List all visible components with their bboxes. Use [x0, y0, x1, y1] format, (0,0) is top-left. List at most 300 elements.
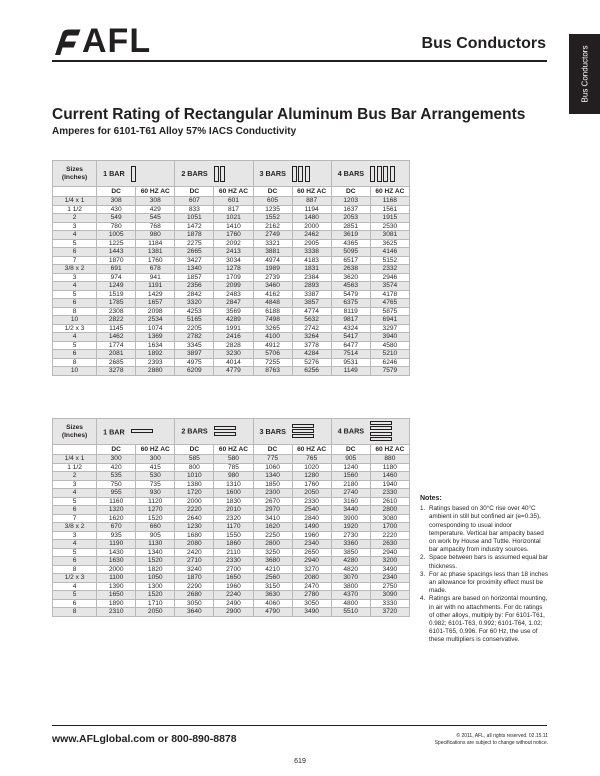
sub-header: DC	[175, 187, 214, 197]
ampacity-cell: 1520	[136, 557, 175, 566]
side-tab-label: Bus Conductors	[580, 45, 589, 103]
ampacity-cell: 1831	[292, 265, 331, 274]
ampacity-cell: 6256	[292, 367, 331, 376]
ampacity-cell: 2710	[175, 557, 214, 566]
group-label: 4 BARS	[337, 426, 365, 436]
ampacity-cell: 1443	[97, 248, 136, 257]
ampacity-cell: 420	[97, 463, 136, 472]
table-row	[53, 197, 410, 206]
ampacity-cell: 3881	[253, 248, 292, 257]
ampacity-cell: 308	[97, 197, 136, 206]
size-cell: 2	[53, 214, 97, 223]
ampacity-cell: 1381	[136, 248, 175, 257]
copyright-line: Specifications are subject to change without notice.	[434, 740, 548, 746]
group-1-bar	[97, 161, 175, 187]
ampacity-cell: 2880	[136, 367, 175, 376]
ampacity-cell: 6477	[331, 341, 370, 350]
sub-header-row	[53, 445, 410, 455]
ampacity-cell: 2610	[370, 497, 409, 506]
ampacity-cell: 1010	[175, 472, 214, 481]
ampacity-cell: 785	[214, 463, 253, 472]
ampacity-cell: 1100	[97, 574, 136, 583]
ampacity-cell: 1060	[253, 463, 292, 472]
ampacity-cell: 2250	[253, 531, 292, 540]
ampacity-cell: 1989	[253, 265, 292, 274]
ampacity-cell: 1340	[253, 472, 292, 481]
ampacity-cell: 3070	[331, 574, 370, 583]
table-row	[53, 489, 410, 498]
ampacity-cell: 1710	[136, 599, 175, 608]
ampacity-cell: 1774	[97, 341, 136, 350]
ampacity-cell: 429	[136, 205, 175, 214]
size-cell: 8	[53, 358, 97, 367]
size-cell: 5	[53, 290, 97, 299]
ampacity-cell: 2490	[214, 599, 253, 608]
ampacity-cell: 2730	[331, 531, 370, 540]
ampacity-cell: 980	[214, 472, 253, 481]
sub-header: DC	[331, 187, 370, 197]
ampacity-cell: 1892	[136, 350, 175, 359]
ampacity-cell: 1160	[97, 497, 136, 506]
ampacity-cell: 3330	[370, 599, 409, 608]
ampacity-cell: 4848	[253, 299, 292, 308]
one-horizontal-bar-icon	[131, 429, 153, 434]
ampacity-cell: 1310	[214, 480, 253, 489]
ampacity-cell: 2534	[136, 316, 175, 325]
ampacity-cell: 3410	[253, 514, 292, 523]
ampacity-cell: 1620	[253, 523, 292, 532]
ampacity-cell: 4563	[331, 282, 370, 291]
ampacity-cell: 1074	[136, 324, 175, 333]
ampacity-cell: 2413	[214, 248, 253, 257]
ampacity-cell: 1021	[214, 214, 253, 223]
ampacity-cell: 1191	[136, 282, 175, 291]
ampacity-cell: 6209	[175, 367, 214, 376]
size-cell: 6	[53, 248, 97, 257]
ampacity-cell: 3720	[370, 608, 409, 617]
ampacity-cell: 4289	[214, 316, 253, 325]
ampacity-cell: 4820	[331, 565, 370, 574]
ampacity-cell: 2840	[292, 514, 331, 523]
sub-header: 60 HZ AC	[136, 445, 175, 455]
ampacity-cell: 3387	[292, 290, 331, 299]
ampacity-cell: 880	[370, 455, 409, 464]
ampacity-cell: 3569	[214, 307, 253, 316]
table-row	[53, 231, 410, 240]
ampacity-cell: 1870	[175, 574, 214, 583]
ampacity-cell: 1130	[136, 540, 175, 549]
ampacity-cell: 2800	[253, 540, 292, 549]
ampacity-cell: 4284	[292, 350, 331, 359]
ampacity-cell: 1960	[214, 582, 253, 591]
ampacity-cell: 1960	[292, 531, 331, 540]
ampacity-cell: 5276	[292, 358, 331, 367]
ampacity-cell: 1180	[370, 463, 409, 472]
group-label: 1 BAR	[103, 168, 125, 178]
ampacity-cell: 2483	[214, 290, 253, 299]
ampacity-cell: 3200	[370, 557, 409, 566]
ampacity-cell: 607	[175, 197, 214, 206]
ampacity-cell: 1520	[136, 591, 175, 600]
ampacity-cell: 6517	[331, 256, 370, 265]
ampacity-cell: 678	[136, 265, 175, 274]
group-label: 3 BARS	[259, 168, 286, 178]
ampacity-cell: 1120	[136, 497, 175, 506]
ampacity-cell: 3080	[370, 514, 409, 523]
four-horizontal-bars-icon	[370, 421, 392, 442]
size-cell: 3	[53, 273, 97, 282]
ampacity-cell: 4580	[370, 341, 409, 350]
ampacity-cell: 1230	[175, 523, 214, 532]
ampacity-cell: 2700	[214, 565, 253, 574]
ampacity-cell: 670	[97, 523, 136, 532]
ampacity-cell: 2842	[175, 290, 214, 299]
copyright-line: © 2011, AFL, all rights reserved. 02.15.11	[456, 733, 548, 739]
ampacity-cell: 3270	[292, 565, 331, 574]
ampacity-cell: 1890	[97, 599, 136, 608]
table-row	[53, 455, 410, 464]
group-header-row	[53, 161, 410, 187]
ampacity-cell: 5706	[253, 350, 292, 359]
ampacity-cell: 1145	[97, 324, 136, 333]
ampacity-cell: 3460	[253, 282, 292, 291]
sub-header: DC	[253, 445, 292, 455]
ampacity-cell: 1340	[175, 265, 214, 274]
size-cell: 2	[53, 472, 97, 481]
table-row	[53, 480, 410, 489]
ampacity-cell: 5479	[331, 290, 370, 299]
ampacity-cell: 1860	[214, 540, 253, 549]
ampacity-cell: 3680	[253, 557, 292, 566]
ampacity-cell: 1190	[97, 540, 136, 549]
ampacity-cell: 4765	[370, 299, 409, 308]
ampacity-cell: 5510	[331, 608, 370, 617]
ampacity-cell: 2650	[292, 548, 331, 557]
ampacity-cell: 2275	[175, 239, 214, 248]
ampacity-cell: 415	[136, 463, 175, 472]
ampacity-cell: 3857	[292, 299, 331, 308]
size-cell: 5	[53, 497, 97, 506]
ampacity-cell: 1760	[292, 480, 331, 489]
table-row	[53, 316, 410, 325]
table-row	[53, 358, 410, 367]
ampacity-cell: 1203	[331, 197, 370, 206]
note-item	[420, 571, 548, 596]
ampacity-cell: 2320	[214, 514, 253, 523]
group-label: 2 BARS	[181, 426, 208, 436]
vertical-bars-table	[52, 160, 410, 376]
ampacity-cell: 930	[136, 489, 175, 498]
side-tab	[569, 34, 600, 114]
ampacity-cell: 4779	[214, 367, 253, 376]
ampacity-cell: 1340	[136, 548, 175, 557]
ampacity-cell: 1520	[136, 514, 175, 523]
table-row	[53, 463, 410, 472]
ampacity-cell: 545	[136, 214, 175, 223]
table-row	[53, 608, 410, 617]
ampacity-cell: 2750	[370, 582, 409, 591]
ampacity-cell: 1720	[175, 489, 214, 498]
ampacity-cell: 1460	[370, 472, 409, 481]
ampacity-cell: 3345	[175, 341, 214, 350]
sub-header: DC	[97, 445, 136, 455]
ampacity-cell: 2560	[253, 574, 292, 583]
ampacity-cell: 4774	[292, 307, 331, 316]
sub-header: 60 HZ AC	[214, 187, 253, 197]
ampacity-cell: 2540	[292, 506, 331, 515]
ampacity-cell: 2330	[214, 557, 253, 566]
ampacity-cell: 3090	[370, 591, 409, 600]
note-text: For ac phase spacings less than 18 inches an allowance for proximity effect must be made.	[429, 570, 549, 595]
group-label: 2 BARS	[181, 168, 208, 178]
ampacity-cell: 605	[253, 197, 292, 206]
ampacity-cell: 2205	[175, 324, 214, 333]
ampacity-cell: 2220	[370, 531, 409, 540]
header-divider	[52, 60, 547, 62]
notes-title: Notes:	[420, 495, 442, 502]
ampacity-cell: 1550	[214, 531, 253, 540]
table-row	[53, 540, 410, 549]
ampacity-cell: 4162	[253, 290, 292, 299]
size-cell: 6	[53, 299, 97, 308]
horizontal-bars-table	[52, 418, 410, 617]
ampacity-cell: 2470	[292, 582, 331, 591]
ampacity-cell: 7514	[331, 350, 370, 359]
ampacity-cell: 8119	[331, 307, 370, 316]
ampacity-cell: 1870	[97, 256, 136, 265]
ampacity-cell: 3620	[331, 273, 370, 282]
ampacity-cell: 1430	[97, 548, 136, 557]
ampacity-cell: 1480	[292, 214, 331, 223]
ampacity-cell: 1878	[175, 231, 214, 240]
ampacity-cell: 2180	[331, 480, 370, 489]
ampacity-cell: 1270	[136, 506, 175, 515]
ampacity-cell: 3338	[292, 248, 331, 257]
ampacity-cell: 2080	[175, 540, 214, 549]
size-cell: 3	[53, 531, 97, 540]
size-cell: 7	[53, 514, 97, 523]
ampacity-cell: 6246	[370, 358, 409, 367]
ampacity-cell: 1552	[253, 214, 292, 223]
ampacity-cell: 780	[97, 222, 136, 231]
ampacity-cell: 800	[175, 463, 214, 472]
ampacity-cell: 2946	[370, 273, 409, 282]
three-horizontal-bars-icon	[292, 424, 314, 440]
table-body	[53, 197, 410, 376]
ampacity-cell: 6941	[370, 316, 409, 325]
ampacity-cell: 1991	[214, 324, 253, 333]
note-number: 4.	[420, 595, 426, 603]
note-item	[420, 595, 548, 644]
table-row	[53, 565, 410, 574]
ampacity-cell: 1700	[370, 523, 409, 532]
table-row	[53, 290, 410, 299]
ampacity-cell: 1300	[136, 582, 175, 591]
ampacity-cell: 3640	[175, 608, 214, 617]
ampacity-cell: 2081	[97, 350, 136, 359]
ampacity-cell: 1634	[136, 341, 175, 350]
ampacity-cell: 3850	[331, 548, 370, 557]
group-1-bar	[97, 419, 175, 445]
three-vertical-bars-icon	[292, 166, 312, 182]
ampacity-cell: 1785	[97, 299, 136, 308]
ampacity-cell: 5210	[370, 350, 409, 359]
sub-header-blank	[53, 445, 97, 455]
afl-logo-mark-icon	[52, 26, 82, 60]
ampacity-cell: 1519	[97, 290, 136, 299]
ampacity-cell: 1050	[136, 574, 175, 583]
ampacity-cell: 817	[214, 205, 253, 214]
ampacity-cell: 1194	[292, 205, 331, 214]
ampacity-cell: 1760	[136, 256, 175, 265]
ampacity-cell: 3050	[175, 599, 214, 608]
ampacity-cell: 1280	[292, 472, 331, 481]
ampacity-cell: 4324	[331, 324, 370, 333]
ampacity-cell: 2384	[292, 273, 331, 282]
size-cell: 1/2 x 3	[53, 324, 97, 333]
ampacity-cell: 3900	[331, 514, 370, 523]
ampacity-cell: 2000	[292, 222, 331, 231]
ampacity-cell: 2940	[292, 557, 331, 566]
ampacity-cell: 2847	[214, 299, 253, 308]
ampacity-cell: 2330	[370, 489, 409, 498]
ampacity-cell: 2828	[214, 341, 253, 350]
ampacity-cell: 1630	[97, 557, 136, 566]
ampacity-cell: 2050	[292, 489, 331, 498]
ampacity-cell: 3050	[292, 599, 331, 608]
ampacity-cell: 2740	[331, 489, 370, 498]
ampacity-cell: 2749	[253, 231, 292, 240]
table-row	[53, 350, 410, 359]
note-text: Space between bars is assumed equal bar thickness.	[429, 554, 549, 570]
ampacity-cell: 9531	[331, 358, 370, 367]
ampacity-cell: 3240	[175, 565, 214, 574]
table-row	[53, 239, 410, 248]
ampacity-cell: 1915	[370, 214, 409, 223]
ampacity-cell: 530	[136, 472, 175, 481]
size-cell: 5	[53, 548, 97, 557]
ampacity-cell: 3490	[292, 608, 331, 617]
table-row	[53, 341, 410, 350]
ampacity-cell: 4146	[370, 248, 409, 257]
ampacity-cell: 1600	[214, 489, 253, 498]
ampacity-cell: 7498	[253, 316, 292, 325]
ampacity-cell: 3897	[175, 350, 214, 359]
ampacity-cell: 4912	[253, 341, 292, 350]
ampacity-cell: 3250	[253, 548, 292, 557]
ampacity-cell: 3574	[370, 282, 409, 291]
size-cell: 6	[53, 557, 97, 566]
ampacity-cell: 2630	[370, 540, 409, 549]
ampacity-cell: 549	[97, 214, 136, 223]
ampacity-cell: 4183	[292, 256, 331, 265]
ampacity-cell: 955	[97, 489, 136, 498]
ampacity-cell: 4800	[331, 599, 370, 608]
ampacity-cell: 750	[97, 480, 136, 489]
size-cell: 5	[53, 239, 97, 248]
ampacity-cell: 3034	[214, 256, 253, 265]
size-cell: 4	[53, 282, 97, 291]
ampacity-cell: 1235	[253, 205, 292, 214]
ampacity-cell: 2670	[253, 497, 292, 506]
ampacity-cell: 905	[136, 531, 175, 540]
ampacity-cell: 3427	[175, 256, 214, 265]
note-text: Ratings based on 30°C rise over 40°C ambient in still but confined air (e=0.35), corresponding to usual indoor temperature. Vertical bar ampacity based on work by House and Tuttle. Horizontal bar ampacity from industry sources.	[429, 505, 544, 554]
ampacity-table-horizontal	[52, 418, 410, 617]
ampacity-cell: 5632	[292, 316, 331, 325]
ampacity-cell: 1184	[136, 239, 175, 248]
group-4-bars	[331, 161, 409, 187]
four-vertical-bars-icon	[370, 166, 396, 182]
ampacity-cell: 2300	[253, 489, 292, 498]
table-row	[53, 548, 410, 557]
ampacity-cell: 2851	[331, 222, 370, 231]
ampacity-cell: 2000	[97, 565, 136, 574]
ampacity-cell: 4210	[253, 565, 292, 574]
size-cell: 3/8 x 2	[53, 523, 97, 532]
ampacity-cell: 4975	[175, 358, 214, 367]
ampacity-cell: 2420	[175, 548, 214, 557]
ampacity-cell: 2780	[292, 591, 331, 600]
sub-header: DC	[253, 187, 292, 197]
ampacity-cell: 1490	[292, 523, 331, 532]
ampacity-cell: 5152	[370, 256, 409, 265]
ampacity-cell: 833	[175, 205, 214, 214]
ampacity-cell: 2220	[175, 506, 214, 515]
size-cell: 1/2 x 3	[53, 574, 97, 583]
ampacity-cell: 768	[136, 222, 175, 231]
size-cell: 3	[53, 222, 97, 231]
ampacity-cell: 3625	[370, 239, 409, 248]
table-row	[53, 273, 410, 282]
table-row	[53, 582, 410, 591]
ampacity-cell: 1149	[331, 367, 370, 376]
size-cell: 1/4 x 1	[53, 197, 97, 206]
ampacity-table-vertical	[52, 160, 410, 376]
ampacity-cell: 3230	[214, 350, 253, 359]
sub-header: DC	[175, 445, 214, 455]
note-number: 2.	[420, 554, 426, 562]
ampacity-cell: 2240	[214, 591, 253, 600]
footer-divider	[52, 725, 547, 726]
ampacity-cell: 1472	[175, 222, 214, 231]
sub-header: 60 HZ AC	[370, 187, 409, 197]
ampacity-cell: 2053	[331, 214, 370, 223]
ampacity-cell: 2099	[214, 282, 253, 291]
size-cell: 6	[53, 350, 97, 359]
sizes-header: Sizes (Inches)	[53, 161, 97, 187]
ampacity-cell: 3160	[331, 497, 370, 506]
ampacity-cell: 1249	[97, 282, 136, 291]
ampacity-cell: 980	[136, 231, 175, 240]
ampacity-cell: 5875	[370, 307, 409, 316]
ampacity-cell: 9817	[331, 316, 370, 325]
table-row	[53, 256, 410, 265]
ampacity-cell: 2340	[370, 574, 409, 583]
ampacity-cell: 887	[292, 197, 331, 206]
ampacity-cell: 2530	[370, 222, 409, 231]
ampacity-cell: 2098	[136, 307, 175, 316]
ampacity-cell: 5095	[331, 248, 370, 257]
footer-contact-link[interactable]: www.AFLglobal.com or 800-890-8878	[52, 733, 237, 745]
table-row	[53, 506, 410, 515]
table-row	[53, 205, 410, 214]
table-row	[53, 497, 410, 506]
table-row	[53, 574, 410, 583]
ampacity-cell: 3778	[292, 341, 331, 350]
ampacity-cell: 1020	[292, 463, 331, 472]
ampacity-cell: 2893	[292, 282, 331, 291]
